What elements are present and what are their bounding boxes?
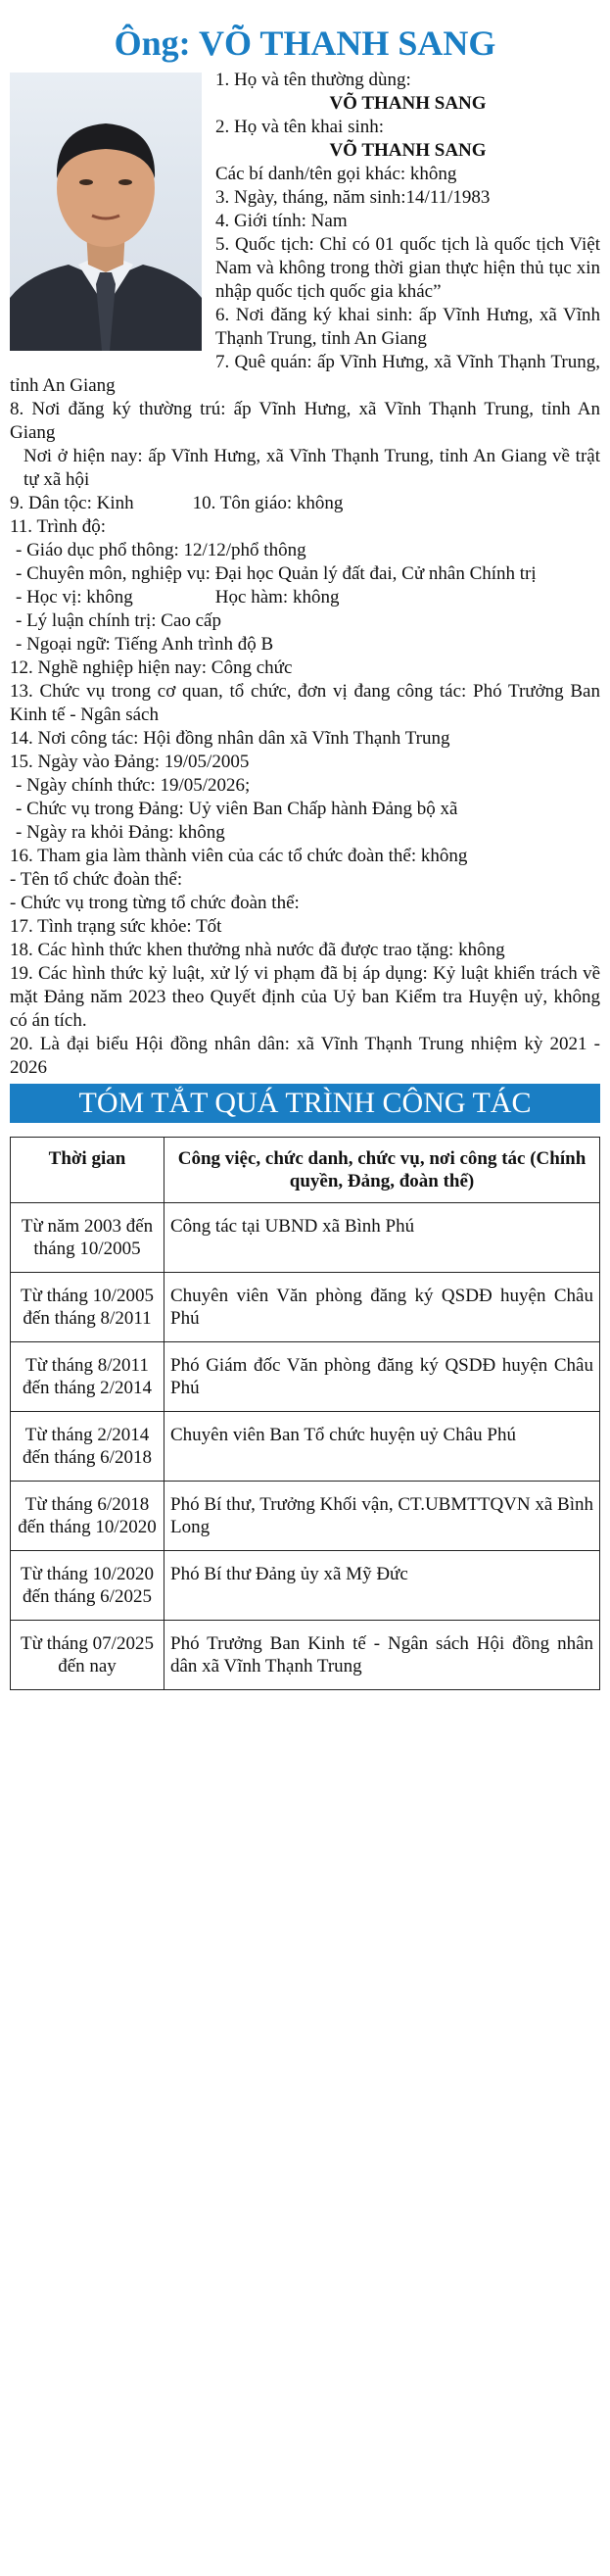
row-job: Phó Giám đốc Văn phòng đăng ký QSDĐ huyện Châu Phú — [164, 1342, 600, 1412]
party-official-date: - Ngày chính thức: 19/05/2026; — [16, 775, 251, 796]
page-title: Ông: VÕ THANH SANG — [114, 24, 496, 63]
candidate-profile — [10, 0, 600, 1690]
item-9-10-row — [10, 492, 600, 515]
academic-degree: - Học vị: không — [16, 587, 133, 608]
item-16-organizations: 16. Tham gia làm thành viên của các tổ chức đoàn thể: không — [10, 846, 468, 866]
item-17-health: 17. Tình trạng sức khỏe: Tốt — [10, 916, 222, 937]
item-20-council-delegate: 20. Là đại biểu Hội đồng nhân dân: xã Vĩnh Thạnh Trung nhiệm kỳ 2021 - 2026 — [10, 1034, 600, 1078]
row-time: Từ năm 2003 đến tháng 10/2005 — [11, 1203, 164, 1273]
row-job: Chuyên viên Ban Tổ chức huyện uỷ Châu Phú — [164, 1412, 600, 1482]
foreign-language: - Ngoại ngữ: Tiếng Anh trình độ B — [16, 634, 274, 655]
row-time: Từ tháng 07/2025 đến nay — [11, 1621, 164, 1690]
item-12-occupation: 12. Nghề nghiệp hiện nay: Công chức — [10, 657, 293, 678]
table-row — [11, 1482, 600, 1551]
item-18-awards: 18. Các hình thức khen thưởng nhà nước đã được trao tặng: không — [10, 940, 505, 960]
item-11-education: 11. Trình độ: — [10, 516, 107, 537]
table-row — [11, 1342, 600, 1412]
table-row — [11, 1203, 600, 1273]
item-14-workplace: 14. Nơi công tác: Hội đồng nhân dân xã Vĩnh Thạnh Trung — [10, 728, 450, 749]
organization-name: - Tên tổ chức đoàn thể: — [10, 869, 183, 890]
professional-qualification: - Chuyên môn, nghiệp vụ: Đại học Quản lý đất đai, Cử nhân Chính trị — [16, 563, 537, 584]
row-job: Công tác tại UBND xã Bình Phú — [164, 1203, 600, 1273]
row-time: Từ tháng 2/2014 đến tháng 6/2018 — [11, 1412, 164, 1482]
general-education: - Giáo dục phổ thông: 12/12/phổ thông — [16, 540, 306, 560]
item-6-birth-registration: 6. Nơi đăng ký khai sinh: ấp Vĩnh Hưng, xã Vĩnh Thạnh Trung, tỉnh An Giang — [215, 305, 600, 349]
item-9-ethnicity: 9. Dân tộc: Kinh — [10, 493, 134, 513]
table-row — [11, 1412, 600, 1482]
item-2-value: VÕ THANH SANG — [329, 140, 487, 161]
header-job: Công việc, chức danh, chức vụ, nơi công tác (Chính quyền, Đảng, đoàn thể) — [164, 1138, 600, 1203]
row-time: Từ tháng 8/2011 đến tháng 2/2014 — [11, 1342, 164, 1412]
academic-title: Học hàm: không — [214, 587, 340, 608]
political-theory: - Lý luận chính trị: Cao cấp — [16, 610, 221, 631]
item-7-hometown: 7. Quê quán: ấp Vĩnh Hưng, xã Vĩnh Thạnh Trung, tỉnh An Giang — [10, 352, 600, 396]
item-19-discipline: 19. Các hình thức kỷ luật, xử lý vi phạm đã bị áp dụng: Kỷ luật khiển trách về mặt Đảng năm 2023 theo Quyết định của Uỷ ban Kiểm tra Huyện uỷ, không có án tích. — [10, 963, 600, 1031]
item-8-permanent-residence: 8. Nơi đăng ký thường trú: ấp Vĩnh Hưng, xã Vĩnh Thạnh Trung, tỉnh An Giang — [10, 399, 600, 443]
table-row — [11, 1621, 600, 1690]
row-job: Phó Bí thư Đảng ủy xã Mỹ Đức — [164, 1551, 600, 1621]
row-time: Từ tháng 6/2018 đến tháng 10/2020 — [11, 1482, 164, 1551]
header-time: Thời gian — [11, 1138, 164, 1203]
degree-row — [10, 586, 600, 609]
table-header-row — [11, 1138, 600, 1203]
aliases: Các bí danh/tên gọi khác: không — [215, 164, 457, 184]
item-3-birthdate: 3. Ngày, tháng, năm sinh:14/11/1983 — [215, 187, 491, 208]
item-2-label: 2. Họ và tên khai sinh: — [215, 117, 385, 137]
work-history-banner: TÓM TẮT QUÁ TRÌNH CÔNG TÁC — [10, 1084, 600, 1123]
organization-position: - Chức vụ trong từng tổ chức đoàn thể: — [10, 893, 300, 913]
table-row — [11, 1273, 600, 1342]
item-15-party-join-date: 15. Ngày vào Đảng: 19/05/2005 — [10, 752, 250, 772]
item-10-religion: 10. Tôn giáo: không — [192, 493, 344, 513]
item-1-value: VÕ THANH SANG — [329, 93, 487, 114]
row-job: Phó Bí thư, Trưởng Khối vận, CT.UBMTTQVN xã Bình Long — [164, 1482, 600, 1551]
row-time: Từ tháng 10/2005 đến tháng 8/2011 — [11, 1273, 164, 1342]
table-row — [11, 1551, 600, 1621]
portrait-illustration — [10, 73, 202, 351]
row-job: Phó Trưởng Ban Kinh tế - Ngân sách Hội đồng nhân dân xã Vĩnh Thạnh Trung — [164, 1621, 600, 1690]
party-leave-date: - Ngày ra khỏi Đảng: không — [16, 822, 225, 843]
work-history-table — [10, 1137, 600, 1690]
current-residence: Nơi ở hiện nay: ấp Vĩnh Hưng, xã Vĩnh Thạnh Trung, tỉnh An Giang về trật tự xã hội — [23, 446, 600, 490]
item-5-nationality: 5. Quốc tịch: Chỉ có 01 quốc tịch là quốc tịch Việt Nam và không trong thời gian thực hiện thủ tục xin nhập quốc tịch quốc gia khác” — [215, 234, 600, 302]
item-4-gender: 4. Giới tính: Nam — [215, 211, 348, 231]
row-job: Chuyên viên Văn phòng đăng ký QSDĐ huyện Châu Phú — [164, 1273, 600, 1342]
row-time: Từ tháng 10/2020 đến tháng 6/2025 — [11, 1551, 164, 1621]
portrait-photo — [10, 73, 202, 351]
item-1-label: 1. Họ và tên thường dùng: — [215, 70, 411, 90]
party-position: - Chức vụ trong Đảng: Uỷ viên Ban Chấp hành Đảng bộ xã — [16, 799, 458, 819]
item-13-position: 13. Chức vụ trong cơ quan, tổ chức, đơn vị đang công tác: Phó Trưởng Ban Kinh tế - Ngân sách — [10, 681, 600, 725]
